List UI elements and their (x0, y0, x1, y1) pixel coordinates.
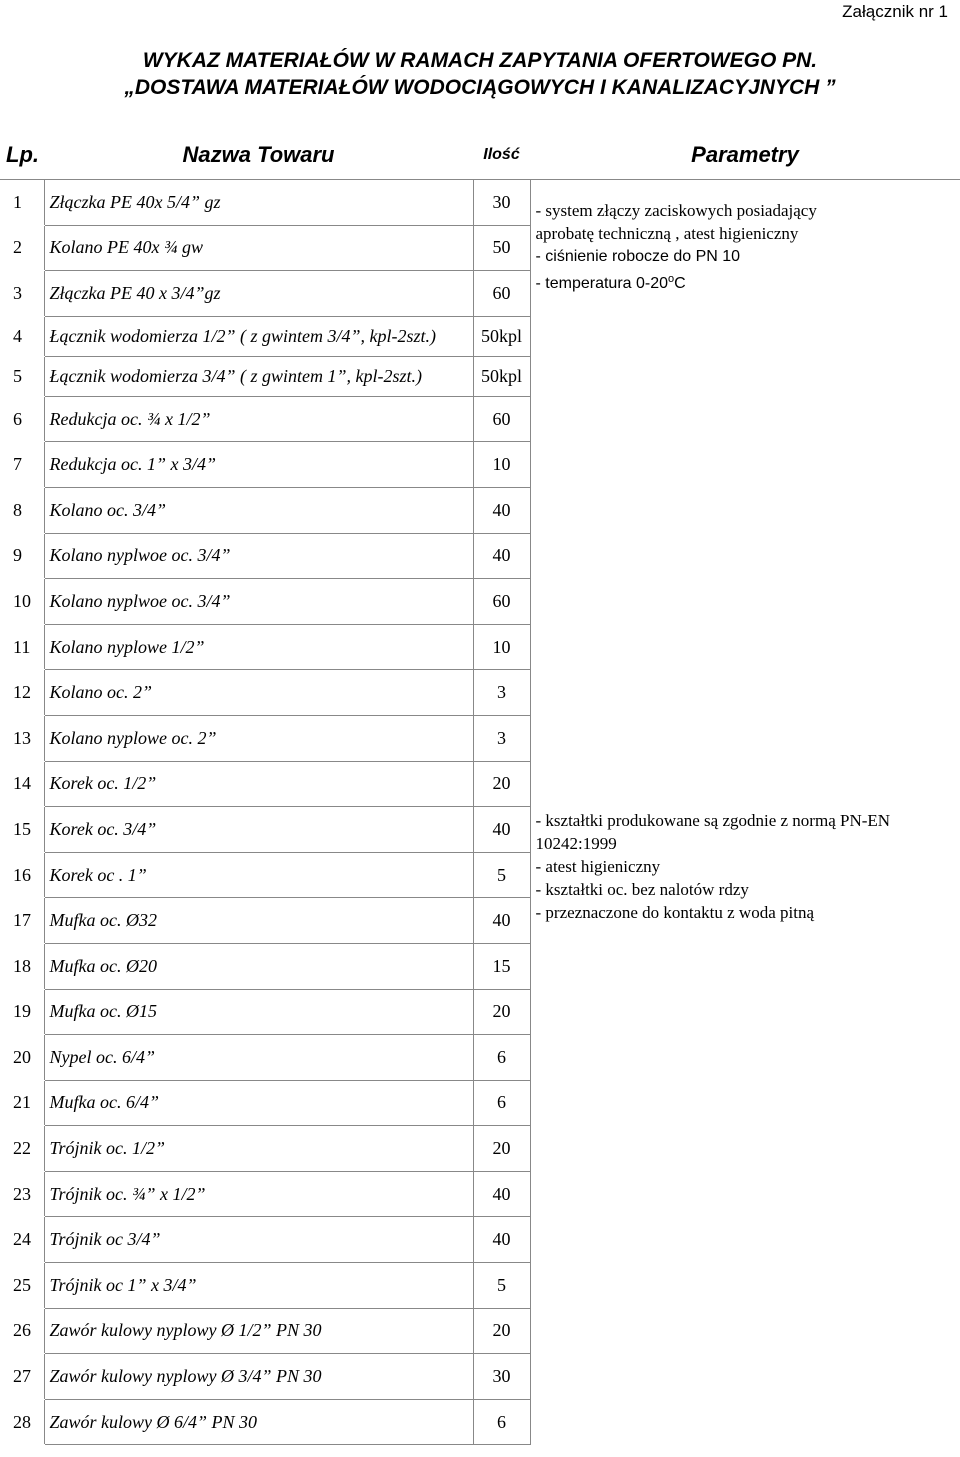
item-quantity: 60 (473, 271, 530, 317)
item-quantity: 6 (473, 1080, 530, 1126)
row-number: 21 (0, 1080, 44, 1126)
item-name: Trójnik oc. ¾” x 1/2” (44, 1171, 473, 1217)
param-line: - ciśnienie robocze do PN 10 (535, 248, 741, 265)
item-quantity: 40 (473, 898, 530, 944)
row-number: 23 (0, 1171, 44, 1217)
param-line: 10242:1999 (535, 834, 617, 854)
item-quantity: 30 (473, 180, 530, 226)
row-number: 17 (0, 898, 44, 944)
param-text: - temperatura 0-20 (535, 275, 669, 292)
table-row (0, 180, 960, 226)
item-name: Kolano oc. 2” (44, 670, 473, 716)
item-quantity: 40 (473, 487, 530, 533)
item-name: Korek oc. 1/2” (44, 761, 473, 807)
item-quantity: 40 (473, 807, 530, 853)
item-quantity: 6 (473, 1035, 530, 1081)
row-number: 7 (0, 442, 44, 488)
row-number: 28 (0, 1399, 44, 1445)
item-quantity: 5 (473, 852, 530, 898)
header-lp: Lp. (0, 130, 44, 180)
item-name: Korek oc . 1” (44, 852, 473, 898)
item-quantity: 20 (473, 761, 530, 807)
item-quantity: 30 (473, 1354, 530, 1400)
row-number: 5 (0, 356, 44, 396)
row-number: 13 (0, 715, 44, 761)
row-number: 11 (0, 624, 44, 670)
item-quantity: 15 (473, 943, 530, 989)
row-number: 12 (0, 670, 44, 716)
item-name: Złączka PE 40x 5/4” gz (44, 180, 473, 226)
item-name: Trójnik oc. 1/2” (44, 1126, 473, 1172)
item-name: Mufka oc. 6/4” (44, 1080, 473, 1126)
row-number: 1 (0, 180, 44, 226)
row-number: 14 (0, 761, 44, 807)
materials-table (0, 130, 960, 1445)
item-quantity: 5 (473, 1263, 530, 1309)
table-body (0, 180, 960, 1445)
row-number: 6 (0, 396, 44, 442)
item-name: Kolano PE 40x ¾ gw (44, 225, 473, 271)
item-name: Trójnik oc 1” x 3/4” (44, 1263, 473, 1309)
item-name: Mufka oc. Ø20 (44, 943, 473, 989)
degree-sup: o (668, 273, 675, 285)
item-quantity: 20 (473, 1126, 530, 1172)
param-line (536, 268, 960, 295)
item-name: Złączka PE 40 x 3/4”gz (44, 271, 473, 317)
header-qty: Ilość (473, 130, 530, 180)
row-number: 8 (0, 487, 44, 533)
item-quantity: 20 (473, 989, 530, 1035)
param-line: aprobatę techniczną , atest higieniczny (535, 224, 799, 243)
item-quantity: 3 (473, 715, 530, 761)
params-cell-fittings-pe (530, 180, 960, 762)
item-name: Korek oc. 3/4” (44, 807, 473, 853)
item-name: Zawór kulowy nyplowy Ø 1/2” PN 30 (44, 1308, 473, 1354)
item-quantity: 10 (473, 442, 530, 488)
header-name: Nazwa Towaru (44, 130, 473, 180)
item-name: Kolano oc. 3/4” (44, 487, 473, 533)
item-name: Kolano nyplwoe oc. 3/4” (44, 579, 473, 625)
item-quantity: 60 (473, 579, 530, 625)
item-quantity: 50 (473, 225, 530, 271)
row-number: 16 (0, 852, 44, 898)
row-number: 9 (0, 533, 44, 579)
item-name: Trójnik oc 3/4” (44, 1217, 473, 1263)
item-quantity: 40 (473, 1171, 530, 1217)
item-quantity: 20 (473, 1308, 530, 1354)
param-line: - system złączy zaciskowych posiadający (535, 201, 817, 220)
param-line: - kształtki produkowane są zgodnie z normą PN-EN (535, 811, 891, 831)
item-quantity: 10 (473, 624, 530, 670)
row-number: 26 (0, 1308, 44, 1354)
item-name: Kolano nyplowe 1/2” (44, 624, 473, 670)
item-name: Zawór kulowy nyplowy Ø 3/4” PN 30 (44, 1354, 473, 1400)
table-row (0, 761, 960, 807)
params-cell-fittings-steel (530, 761, 960, 1445)
row-number: 24 (0, 1217, 44, 1263)
item-name: Zawór kulowy Ø 6/4” PN 30 (44, 1399, 473, 1445)
param-line: - kształtki oc. bez nalotów rdzy (535, 880, 749, 900)
row-number: 2 (0, 225, 44, 271)
item-name: Kolano nyplowe oc. 2” (44, 715, 473, 761)
row-number: 22 (0, 1126, 44, 1172)
row-number: 15 (0, 807, 44, 853)
item-quantity: 40 (473, 1217, 530, 1263)
row-number: 20 (0, 1035, 44, 1081)
param-line: - atest higieniczny (535, 857, 661, 877)
row-number: 4 (0, 316, 44, 356)
item-name: Redukcja oc. ¾ x 1/2” (44, 396, 473, 442)
item-name: Kolano nyplwoe oc. 3/4” (44, 533, 473, 579)
item-name: Mufka oc. Ø15 (44, 989, 473, 1035)
annex-label: Załącznik nr 1 (842, 2, 948, 21)
header-params: Parametry (530, 130, 960, 180)
item-quantity: 3 (473, 670, 530, 716)
item-name: Redukcja oc. 1” x 3/4” (44, 442, 473, 488)
item-quantity: 40 (473, 533, 530, 579)
param-text: C (674, 275, 686, 292)
item-name: Mufka oc. Ø32 (44, 898, 473, 944)
item-quantity: 50kpl (473, 356, 530, 396)
row-number: 27 (0, 1354, 44, 1400)
row-number: 18 (0, 943, 44, 989)
document-title-line1: WYKAZ MATERIAŁÓW W RAMACH ZAPYTANIA OFERTOWEGO PN. (142, 49, 818, 72)
row-number: 19 (0, 989, 44, 1035)
item-quantity: 60 (473, 396, 530, 442)
param-line: - przeznaczone do kontaktu z woda pitną (535, 903, 814, 923)
row-number: 25 (0, 1263, 44, 1309)
item-name: Nypel oc. 6/4” (44, 1035, 473, 1081)
table-header-row (0, 130, 960, 180)
item-name: Łącznik wodomierza 3/4” ( z gwintem 1”, kpl-2szt.) (44, 356, 473, 396)
item-name: Łącznik wodomierza 1/2” ( z gwintem 3/4”, kpl-2szt.) (44, 316, 473, 356)
item-quantity: 6 (473, 1399, 530, 1445)
row-number: 3 (0, 271, 44, 317)
item-quantity: 50kpl (473, 316, 530, 356)
row-number: 10 (0, 579, 44, 625)
document-title-line2: „DOSTAWA MATERIAŁÓW WODOCIĄGOWYCH I KANALIZACYJNYCH ” (124, 76, 836, 99)
